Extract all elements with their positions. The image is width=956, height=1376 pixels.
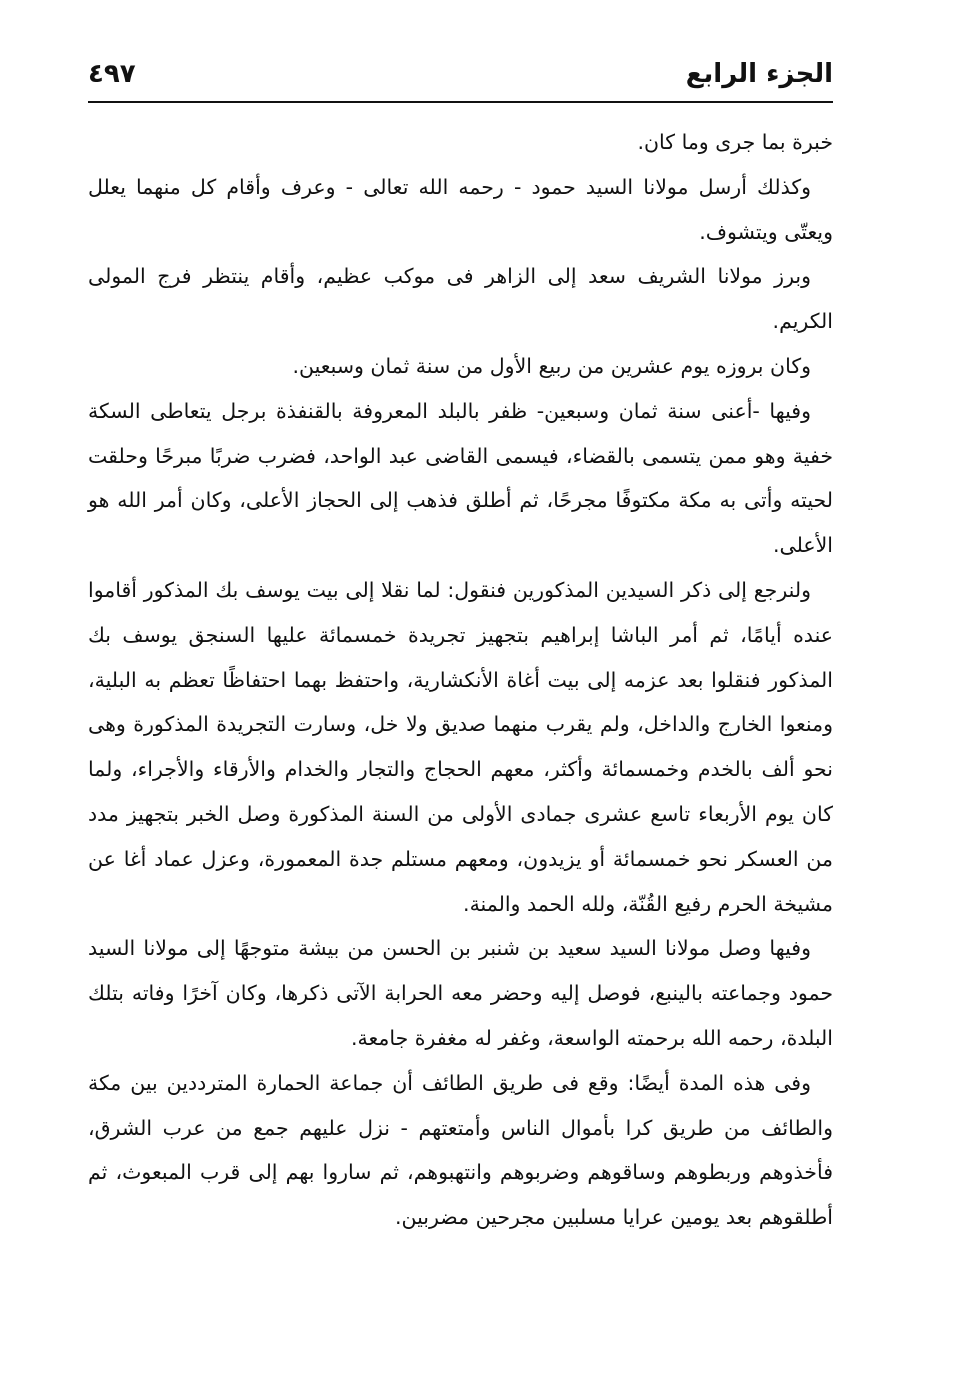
header-rule [88,101,833,103]
paragraph-5: وفيها -أعنى سنة ثمان وسبعين- ظفر بالبلد المعروفة بالقنفذة برجل يتعاطى السكة خفية وهو ممن يتسمى بالقضاء، فيسمى القاضى عبد الواحد، فضرب ضربًا مبرحًا وحلقت لحيته وأتى به مكة مكتوفًا مجرحًا، ثم أطلق فذهب إلى الحجاز الأعلى، وكان أمر الله هو الأعلى. [88,398,833,558]
body-text [88,120,833,1240]
paragraph-6: ولنرجع إلى ذكر السيدين المذكورين فنقول: لما نقلا إلى بيت يوسف بك المذكور أقاموا عنده أيامًا، ثم أمر الباشا إبراهيم بتجهيز تجريدة خمسمائة عليها السنجق يوسف بك المذكور فنقلوا بعد عزمه إلى بيت أغاة الأنكشارية، واحتفظ بهما احتفاظًا تعظم به البلية، ومنعوا الخارج والداخل، ولم يقرب منهما صديق ولا خل، وسارت التجريدة المذكورة وهى نحو ألف بالخدم وخمسمائة وأكثر، معهم الحجاج والتجار والخدام والأرقاء والأجراء، ولما كان يوم الأربعاء تاسع عشرى جمادى الأولى من السنة المذكورة وصل الخبر بتجهيز مدد من العسكر نحو خمسمائة أو يزيدون، ومعهم مستلم جدة المعمورة، وعزل عماد أغا عن مشيخة الحرم رفيع القُنّة، ولله الحمد والمنة. [88,577,833,916]
paragraph-7: وفيها وصل مولانا السيد سعيد بن شنبر بن الحسن من بيشة متوجهًا إلى مولانا السيد حمود وجماعته بالينبع، فوصل إليه وحضر معه الحرابة الآتى ذكرها، وكان آخرًا وفاته بتلك البلدة، رحمه الله برحمته الواسعة، وغفر له مغفرة جامعة. [88,936,833,1050]
page-header [88,54,833,94]
paragraph-2: وكذلك أرسل مولانا السيد حمود - رحمه الله تعالى - وعرف وأقام كل منهما يعلل ويعتّى ويتشوف. [88,174,833,244]
paragraph-3: وبرز مولانا الشريف سعد إلى الزاهر فى موكب عظيم، وأقام ينتظر فرج المولى الكريم. [88,264,833,334]
paragraph-4: وكان بروزه يوم عشرين من ربيع الأول من سنة ثمان وسبعين. [292,353,811,378]
page-number: ٤٩٧ [88,59,136,89]
running-title: الجزء الرابع [685,59,833,89]
paragraph-1: خبرة بما جرى وما كان. [637,130,833,154]
paragraph-8: وفى هذه المدة أيضًا: وقع فى طريق الطائف أن جماعة الحمارة المترددين بين مكة والطائف من طريق كرا بأموال الناس وأمتعتهم - نزل عليهم جمع من عرب الشرق، فأخذوهم وربطوهم وساقوهم وضربوهم وانتهبوهم، ثم ساروا بهم إلى قرب المبعوث، ثم أطلقوهم بعد يومين عرايا مسلبين مجرحين مضربين. [88,1070,833,1230]
